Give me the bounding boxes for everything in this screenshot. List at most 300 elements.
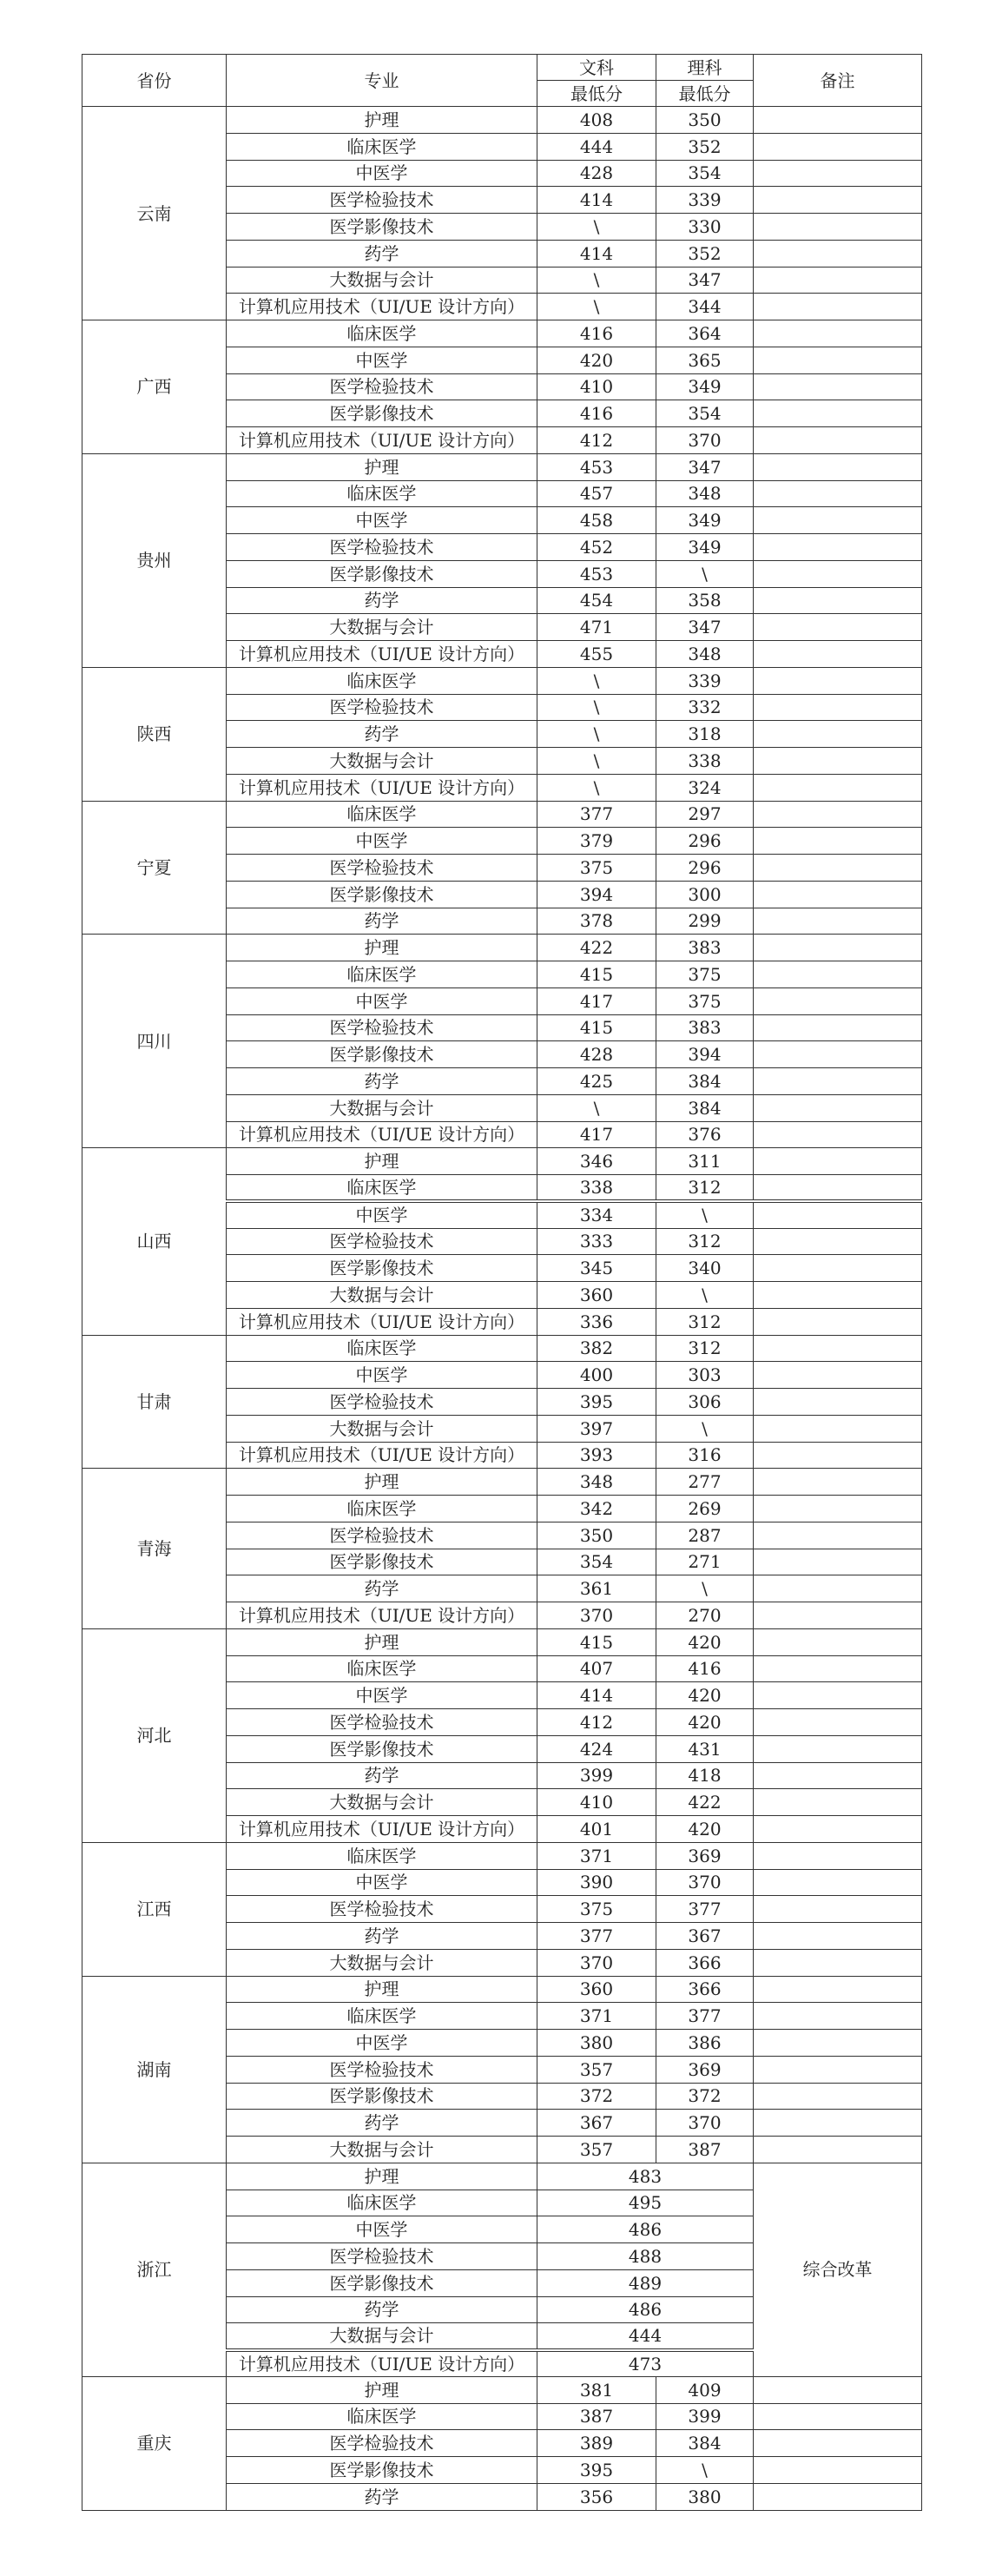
major-cell: 临床医学 [227,133,537,160]
like-score-cell: 354 [656,160,754,187]
major-cell: 医学检验技术 [227,534,537,561]
wenke-score-cell: 370 [537,1949,656,1976]
major-cell: 药学 [227,1762,537,1789]
major-cell: 中医学 [227,347,537,373]
major-cell: 临床医学 [227,1335,537,1362]
note-cell [754,294,922,320]
major-cell: 中医学 [227,1682,537,1709]
like-score-cell: 296 [656,828,754,855]
like-score-cell: 409 [656,2376,754,2403]
note-cell [754,1308,922,1335]
like-score-cell: 347 [656,453,754,480]
like-score-cell: 420 [656,1709,754,1736]
note-cell [754,2030,922,2057]
wenke-score-cell: 372 [537,2083,656,2110]
combined-score-cell: 483 [537,2163,754,2190]
like-score-cell: 394 [656,1041,754,1068]
major-cell: 护理 [227,1976,537,2003]
wenke-score-cell: 375 [537,1896,656,1923]
note-cell [754,694,922,721]
note-cell [754,2483,922,2510]
wenke-score-cell: 457 [537,480,656,507]
note-cell [754,427,922,454]
note-cell [754,160,922,187]
note-cell [754,1816,922,1843]
major-cell: 大数据与会计 [227,614,537,641]
wenke-score-cell: 379 [537,828,656,855]
note-cell [754,1415,922,1442]
note-cell [754,1282,922,1309]
note-cell [754,987,922,1014]
like-score-cell: 350 [656,107,754,134]
like-score-cell: 369 [656,2056,754,2083]
wenke-score-cell: 414 [537,1682,656,1709]
wenke-score-cell: 417 [537,1121,656,1148]
like-score-cell: 330 [656,214,754,241]
note-cell [754,748,922,775]
like-score-cell: 348 [656,480,754,507]
wenke-score-cell: 354 [537,1549,656,1575]
major-cell: 计算机应用技术（UI/UE 设计方向） [227,1816,537,1843]
major-cell: 护理 [227,2376,537,2403]
note-cell [754,1735,922,1762]
combined-score-cell: 488 [537,2243,754,2270]
wenke-score-cell: 393 [537,1442,656,1469]
wenke-score-cell: 357 [537,2056,656,2083]
wenke-score-cell: 380 [537,2030,656,2057]
note-cell [754,107,922,134]
like-score-cell: 270 [656,1602,754,1629]
wenke-score-cell: 407 [537,1655,656,1682]
like-score-cell: 375 [656,961,754,988]
like-score-cell: 312 [656,1175,754,1202]
major-cell: 医学检验技术 [227,1389,537,1416]
major-cell: 护理 [227,1148,537,1175]
like-score-cell: 384 [656,1068,754,1095]
header-like: 理科 [656,55,754,81]
note-cell [754,1228,922,1255]
province-cell: 云南 [82,107,227,320]
like-score-cell: 386 [656,2030,754,2057]
wenke-score-cell: 375 [537,855,656,882]
major-cell: 医学影像技术 [227,1041,537,1068]
major-cell: 医学检验技术 [227,1709,537,1736]
table-row [82,1976,922,2003]
major-cell: 医学影像技术 [227,881,537,908]
note-cell [754,347,922,373]
major-cell: 医学检验技术 [227,2430,537,2457]
like-score-cell: 339 [656,667,754,694]
wenke-score-cell: 336 [537,1308,656,1335]
wenke-score-cell: 370 [537,1602,656,1629]
note-cell [754,881,922,908]
like-score-cell: 347 [656,267,754,294]
like-score-cell: 370 [656,427,754,454]
header-province: 省份 [82,55,227,107]
wenke-score-cell: 348 [537,1469,656,1496]
major-cell: 计算机应用技术（UI/UE 设计方向） [227,294,537,320]
note-cell [754,214,922,241]
wenke-score-cell: 395 [537,2457,656,2484]
note-cell [754,560,922,587]
note-cell [754,1789,922,1816]
major-cell: 临床医学 [227,2403,537,2430]
combined-score-cell: 495 [537,2190,754,2216]
like-score-cell: 377 [656,2003,754,2030]
major-cell: 医学影像技术 [227,1735,537,1762]
note-cell [754,133,922,160]
like-score-cell: 312 [656,1228,754,1255]
major-cell: 医学检验技术 [227,694,537,721]
major-cell: 药学 [227,908,537,935]
major-cell: 临床医学 [227,480,537,507]
note-cell [754,453,922,480]
note-cell [754,1575,922,1602]
like-score-cell: 372 [656,2083,754,2110]
major-cell: 临床医学 [227,667,537,694]
major-cell: 药学 [227,2483,537,2510]
table-row [82,320,922,347]
table-row [82,935,922,961]
like-score-cell: 352 [656,240,754,267]
like-score-cell: 383 [656,935,754,961]
wenke-score-cell: 471 [537,614,656,641]
major-cell: 医学影像技术 [227,1255,537,1282]
major-cell: 医学影像技术 [227,2269,537,2296]
major-cell: 计算机应用技术（UI/UE 设计方向） [227,427,537,454]
like-score-cell: 418 [656,1762,754,1789]
major-cell: 计算机应用技术（UI/UE 设计方向） [227,2350,537,2377]
major-cell: 药学 [227,2296,537,2323]
note-cell [754,1175,922,1202]
like-score-cell: 422 [656,1789,754,1816]
note-cell [754,1923,922,1950]
wenke-score-cell: 420 [537,347,656,373]
note-cell [754,2430,922,2457]
major-cell: 中医学 [227,507,537,534]
major-cell: 大数据与会计 [227,2323,537,2350]
like-score-cell: 349 [656,373,754,400]
province-cell: 贵州 [82,453,227,667]
combined-score-cell: 444 [537,2323,754,2350]
wenke-score-cell: 416 [537,400,656,427]
table-row [82,1628,922,1655]
note-cell [754,480,922,507]
wenke-score-cell: 387 [537,2403,656,2430]
major-cell: 护理 [227,1469,537,1496]
major-cell: 医学影像技术 [227,2457,537,2484]
major-cell: 中医学 [227,160,537,187]
table-row [82,453,922,480]
wenke-score-cell: 424 [537,1735,656,1762]
major-cell: 中医学 [227,1201,537,1228]
like-score-cell: \ [656,1282,754,1309]
like-score-cell: 416 [656,1655,754,1682]
major-cell: 计算机应用技术（UI/UE 设计方向） [227,1442,537,1469]
wenke-score-cell: 367 [537,2110,656,2137]
like-score-cell: \ [656,560,754,587]
like-score-cell: 348 [656,641,754,668]
major-cell: 临床医学 [227,1496,537,1522]
wenke-score-cell: 350 [537,1522,656,1549]
wenke-score-cell: 414 [537,240,656,267]
like-score-cell: 367 [656,1923,754,1950]
like-score-cell: 352 [656,133,754,160]
wenke-score-cell: 453 [537,453,656,480]
wenke-score-cell: 401 [537,1816,656,1843]
major-cell: 医学检验技术 [227,1896,537,1923]
like-score-cell: 277 [656,1469,754,1496]
major-cell: 医学检验技术 [227,187,537,214]
major-cell: 计算机应用技术（UI/UE 设计方向） [227,1602,537,1629]
wenke-score-cell: 377 [537,1923,656,1950]
note-cell [754,373,922,400]
like-score-cell: 311 [656,1148,754,1175]
note-cell [754,2056,922,2083]
major-cell: 临床医学 [227,1175,537,1202]
wenke-score-cell: 345 [537,1255,656,1282]
like-score-cell: 344 [656,294,754,320]
major-cell: 临床医学 [227,1655,537,1682]
major-cell: 医学影像技术 [227,214,537,241]
note-cell [754,1014,922,1041]
like-score-cell: 312 [656,1308,754,1335]
wenke-score-cell: 346 [537,1148,656,1175]
wenke-score-cell: 395 [537,1389,656,1416]
like-score-cell: 399 [656,2403,754,2430]
wenke-score-cell: \ [537,748,656,775]
like-score-cell: \ [656,1201,754,1228]
note-cell [754,267,922,294]
wenke-score-cell: 410 [537,373,656,400]
wenke-score-cell: 338 [537,1175,656,1202]
wenke-score-cell: 410 [537,1789,656,1816]
province-cell: 江西 [82,1842,227,1976]
note-cell [754,801,922,828]
wenke-score-cell: 377 [537,801,656,828]
province-cell: 陕西 [82,667,227,801]
like-score-cell: \ [656,1415,754,1442]
major-cell: 药学 [227,1068,537,1095]
combined-score-cell: 489 [537,2269,754,2296]
major-cell: 护理 [227,2163,537,2190]
major-cell: 医学影像技术 [227,2083,537,2110]
note-cell [754,721,922,748]
major-cell: 中医学 [227,987,537,1014]
note-cell [754,1389,922,1416]
wenke-score-cell: 399 [537,1762,656,1789]
like-score-cell: 338 [656,748,754,775]
wenke-score-cell: 422 [537,935,656,961]
major-cell: 大数据与会计 [227,1415,537,1442]
wenke-score-cell: \ [537,694,656,721]
wenke-score-cell: 444 [537,133,656,160]
major-cell: 医学检验技术 [227,2243,537,2270]
wenke-score-cell: 400 [537,1362,656,1389]
wenke-score-cell: \ [537,721,656,748]
wenke-score-cell: 415 [537,961,656,988]
major-cell: 药学 [227,1923,537,1950]
like-score-cell: 370 [656,1869,754,1896]
province-cell: 甘肃 [82,1335,227,1469]
like-score-cell: 376 [656,1121,754,1148]
major-cell: 医学检验技术 [227,1014,537,1041]
major-cell: 医学检验技术 [227,1522,537,1549]
major-cell: 中医学 [227,828,537,855]
major-cell: 计算机应用技术（UI/UE 设计方向） [227,1121,537,1148]
major-cell: 护理 [227,107,537,134]
note-cell [754,2110,922,2137]
major-cell: 护理 [227,453,537,480]
major-cell: 大数据与会计 [227,1789,537,1816]
note-cell [754,1094,922,1121]
major-cell: 大数据与会计 [227,1949,537,1976]
note-cell [754,1442,922,1469]
note-cell [754,1842,922,1869]
wenke-score-cell: 452 [537,534,656,561]
header-major: 专业 [227,55,537,107]
note-cell [754,187,922,214]
header-wenke-min: 最低分 [537,81,656,107]
like-score-cell: 380 [656,2483,754,2510]
note-cell [754,2083,922,2110]
like-score-cell: 420 [656,1628,754,1655]
like-score-cell: \ [656,1575,754,1602]
table-body [82,107,922,2511]
major-cell: 临床医学 [227,2190,537,2216]
note-cell [754,1762,922,1789]
wenke-score-cell: 378 [537,908,656,935]
table-row [82,1335,922,1362]
major-cell: 中医学 [227,2216,537,2243]
province-cell: 青海 [82,1469,227,1629]
major-cell: 护理 [227,935,537,961]
wenke-score-cell: 453 [537,560,656,587]
table-header [82,55,922,107]
note-cell [754,240,922,267]
note-cell [754,1682,922,1709]
like-score-cell: 365 [656,347,754,373]
note-cell [754,1602,922,1629]
wenke-score-cell: 333 [537,1228,656,1255]
wenke-score-cell: \ [537,267,656,294]
like-score-cell: 324 [656,774,754,801]
like-score-cell: 420 [656,1816,754,1843]
table-row [82,2376,922,2403]
wenke-score-cell: 357 [537,2137,656,2163]
wenke-score-cell: 415 [537,1628,656,1655]
like-score-cell: 384 [656,2430,754,2457]
wenke-score-cell: 381 [537,2376,656,2403]
note-cell: 综合改革 [754,2163,922,2376]
note-cell [754,587,922,614]
note-cell [754,1068,922,1095]
like-score-cell: 364 [656,320,754,347]
like-score-cell: 306 [656,1389,754,1416]
like-score-cell: 269 [656,1496,754,1522]
province-cell: 广西 [82,320,227,454]
like-score-cell: 347 [656,614,754,641]
note-cell [754,855,922,882]
major-cell: 药学 [227,1575,537,1602]
province-cell: 重庆 [82,2376,227,2510]
like-score-cell: 271 [656,1549,754,1575]
like-score-cell: 383 [656,1014,754,1041]
province-cell: 浙江 [82,2163,227,2376]
like-score-cell: \ [656,2457,754,2484]
note-cell [754,1148,922,1175]
major-cell: 临床医学 [227,961,537,988]
wenke-score-cell: 412 [537,1709,656,1736]
major-cell: 大数据与会计 [227,748,537,775]
like-score-cell: 296 [656,855,754,882]
major-cell: 医学检验技术 [227,373,537,400]
note-cell [754,614,922,641]
note-cell [754,828,922,855]
wenke-score-cell: 342 [537,1496,656,1522]
major-cell: 临床医学 [227,2003,537,2030]
wenke-score-cell: 390 [537,1869,656,1896]
note-cell [754,400,922,427]
major-cell: 临床医学 [227,801,537,828]
major-cell: 计算机应用技术（UI/UE 设计方向） [227,774,537,801]
wenke-score-cell: 408 [537,107,656,134]
like-score-cell: 316 [656,1442,754,1469]
note-cell [754,1869,922,1896]
combined-score-cell: 473 [537,2350,754,2377]
major-cell: 大数据与会计 [227,2137,537,2163]
like-score-cell: 387 [656,2137,754,2163]
combined-score-cell: 486 [537,2216,754,2243]
province-cell: 湖南 [82,1976,227,2163]
note-cell [754,2003,922,2030]
wenke-score-cell: 360 [537,1976,656,2003]
major-cell: 大数据与会计 [227,1094,537,1121]
note-cell [754,1362,922,1389]
like-score-cell: 318 [656,721,754,748]
note-cell [754,2137,922,2163]
province-cell: 山西 [82,1148,227,1335]
like-score-cell: 375 [656,987,754,1014]
province-cell: 河北 [82,1628,227,1842]
like-score-cell: 366 [656,1976,754,2003]
major-cell: 大数据与会计 [227,1282,537,1309]
like-score-cell: 366 [656,1949,754,1976]
wenke-score-cell: \ [537,1094,656,1121]
like-score-cell: 431 [656,1735,754,1762]
score-table [82,54,922,2511]
note-cell [754,961,922,988]
note-cell [754,774,922,801]
table-row [82,801,922,828]
note-cell [754,1201,922,1228]
wenke-score-cell: 394 [537,881,656,908]
wenke-score-cell: 414 [537,187,656,214]
note-cell [754,1709,922,1736]
like-score-cell: 297 [656,801,754,828]
like-score-cell: 340 [656,1255,754,1282]
note-cell [754,1121,922,1148]
major-cell: 中医学 [227,1869,537,1896]
like-score-cell: 300 [656,881,754,908]
like-score-cell: 349 [656,507,754,534]
major-cell: 医学检验技术 [227,1228,537,1255]
wenke-score-cell: 454 [537,587,656,614]
table-row [82,107,922,134]
wenke-score-cell: 415 [537,1014,656,1041]
like-score-cell: 369 [656,1842,754,1869]
note-cell [754,1335,922,1362]
